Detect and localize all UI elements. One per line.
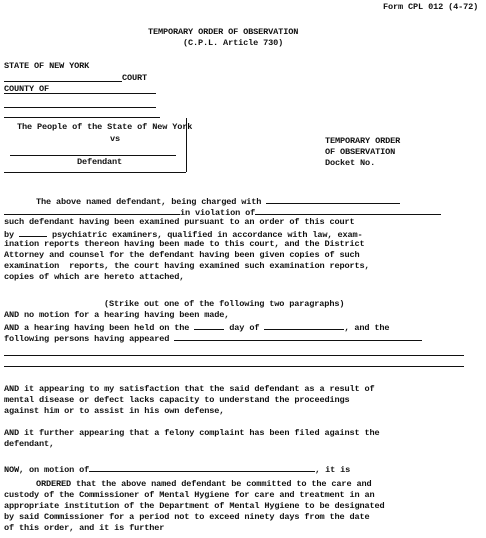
ordered-line-4: by said Commissioner for a period not to exceed ninety days from the date xyxy=(4,512,370,522)
caption-top-rule xyxy=(4,117,160,118)
document-title: TEMPORARY ORDER OF OBSERVATION xyxy=(148,27,299,37)
p1-line-8: copies of which are hereto attached, xyxy=(4,272,185,282)
state-label: STATE OF NEW YORK xyxy=(4,61,90,71)
court-label: COURT xyxy=(122,73,148,83)
sat-line-1: AND it appearing to my satisfaction that the said defendant as a result of xyxy=(4,384,375,394)
persons-field-2[interactable] xyxy=(4,355,464,356)
order-title-1: TEMPORARY ORDER xyxy=(325,136,401,146)
and-hearing-year: , and the xyxy=(344,323,390,333)
court-name-line[interactable] xyxy=(4,81,122,82)
sat-line-3: against him or to assist in his own defense, xyxy=(4,406,225,416)
caption-right-rule xyxy=(186,118,187,172)
statute-field[interactable] xyxy=(255,206,441,215)
caption-defendant: Defendant xyxy=(77,157,123,167)
p1-line-7: examination reports, the court having examined such examination reports, xyxy=(4,261,370,271)
p1-line-4b-text: psychiatric examiners, qualified in accordance with law, exam- xyxy=(52,230,363,240)
sat-line-2: mental disease or defect lacks capacity to understand the proceedings xyxy=(4,395,350,405)
caption-vs: vs xyxy=(110,134,121,144)
docket-label: Docket No. xyxy=(325,158,376,168)
felony-line-2: defendant, xyxy=(4,439,55,449)
county-line[interactable] xyxy=(4,93,156,94)
persons-appeared xyxy=(4,332,422,344)
persons-field-3[interactable] xyxy=(4,366,464,367)
ordered-line-5: of this order, and it is further xyxy=(4,523,165,533)
charge-field-2[interactable] xyxy=(4,206,180,215)
and-no-motion: AND no motion for a hearing having been made, xyxy=(4,310,230,320)
p1-line-6: Attorney and counsel for the defendant having been given copies of such xyxy=(4,250,360,260)
p1-line-1-text: The above named defendant, being charged with xyxy=(36,197,262,207)
felony-line-1: AND it further appearing that a felony complaint has been filed against the xyxy=(4,428,380,438)
strike-instruction: (Strike out one of the following two paragraphs) xyxy=(104,299,345,309)
form-id: Form CPL 012 (4-72) xyxy=(383,2,479,12)
persons-appeared-text: following persons having appeared xyxy=(4,334,170,344)
now-line xyxy=(4,463,350,475)
p1-line-2-text: in violation of xyxy=(180,208,256,218)
motion-of-field[interactable] xyxy=(89,463,315,472)
caption-bottom-rule xyxy=(4,172,186,173)
and-hearing-text: AND a hearing having been held on the xyxy=(4,323,190,333)
hearing-month-field[interactable] xyxy=(264,321,344,330)
caption-people: The People of the State of New York xyxy=(17,122,193,132)
county-line-2[interactable] xyxy=(4,107,156,108)
order-title-2: OF OBSERVATION xyxy=(325,147,396,157)
ordered-line-3: appropriate institution of the Department of Mental Hygiene to be designated xyxy=(4,501,385,511)
examiners-count-field[interactable] xyxy=(19,228,47,237)
document-subtitle: (C.P.L. Article 730) xyxy=(183,38,284,48)
now-text: NOW, on motion of xyxy=(4,465,90,475)
ordered-line-1: ORDERED that the above named defendant be committed to the care and xyxy=(36,479,372,489)
charge-field[interactable] xyxy=(266,195,400,204)
ordered-line-2: custody of the Commissioner of Mental Hygiene for care and treatment in an xyxy=(4,490,375,500)
county-label: COUNTY OF xyxy=(4,84,50,94)
p1-line-5: ination reports thereon having been made to this court, and the District xyxy=(4,239,365,249)
hearing-day-field[interactable] xyxy=(194,321,224,330)
defendant-name-line[interactable] xyxy=(10,155,176,156)
p1-line-3: such defendant having been examined pursuant to an order of this court xyxy=(4,217,355,227)
p1-line-4a-text: by xyxy=(4,230,15,240)
now-itis: , it is xyxy=(315,465,351,475)
and-hearing-dayof: day of xyxy=(229,323,260,333)
persons-field-1[interactable] xyxy=(174,332,422,341)
